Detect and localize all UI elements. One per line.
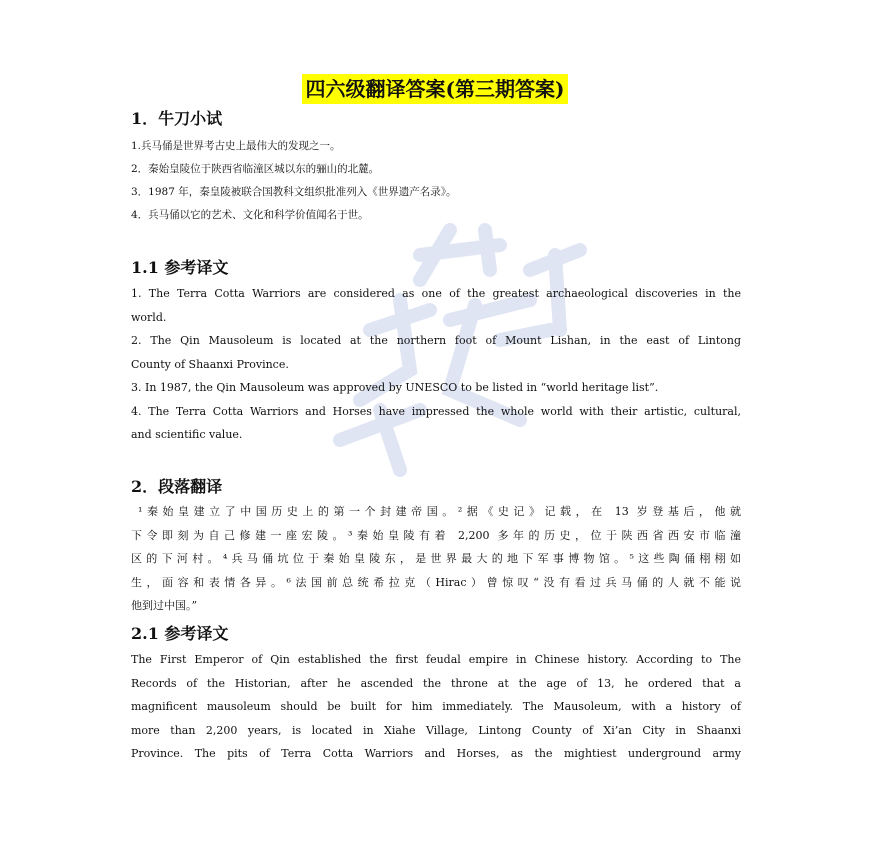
section-heading-1: 1．牛刀小试: [131, 109, 223, 128]
section-heading-2: 2．段落翻译: [131, 477, 223, 496]
text-line: 区的下河村。⁴兵马俑坑位于秦始皇陵东，是世界最大的地下军事博物馆。⁵这些陶俑栩栩如: [131, 552, 741, 565]
list-item: 1.兵马俑是世界考古史上最伟大的发现之一。: [131, 140, 341, 152]
text-line: 4. The Terra Cotta Warriors and Horses have impressed the whole world with their artistic, cultural,: [131, 404, 741, 418]
chinese-paragraph: [138, 500, 741, 524]
list-item: 3．1987 年，秦皇陵被联合国教科文组织批准列入《世界遗产名录》。: [131, 186, 457, 198]
text-line: 生，面容和表情各异。⁶法国前总统希拉克（Hirac）曾惊叹“没有看过兵马俑的人就不能说: [131, 575, 741, 589]
text-line: Province. The pits of Terra Cotta Warriors and Horses, as the mightiest underground army: [131, 747, 741, 760]
text-line: 他到过中国。”: [131, 599, 198, 612]
text-line: 1. The Terra Cotta Warriors are considered as one of the greatest archaeological discoveries in the: [131, 287, 741, 300]
text-line: County of Shaanxi Province.: [131, 357, 289, 371]
list-item: 2．秦始皇陵位于陕西省临潼区城以东的骊山的北麓。: [131, 163, 380, 175]
text-line: The First Emperor of Qin established the first feudal empire in Chinese history. According to The: [131, 653, 741, 666]
translation-paragraph-2-1: [131, 648, 741, 766]
text-line: Records of the Historian, after he ascended the throne at the age of 13, he ordered that a: [131, 676, 741, 690]
list-item: 4．兵马俑以它的艺术、文化和科学价值闻名于世。: [131, 209, 369, 221]
text-line: 下令即刻为自己修建一座宏陵。³秦始皇陵有着 2,200 多年的历史，位于陕西省西安市临潼: [131, 528, 741, 542]
text-line: and scientific value.: [131, 428, 243, 441]
translation-paragraph-1-1: [131, 282, 741, 447]
text-line: 3. In 1987, the Qin Mausoleum was approved by UNESCO to be listed in “world heritage list”.: [131, 381, 659, 394]
text-line: world.: [131, 310, 167, 324]
document-title: 四六级翻译答案(第三期答案): [302, 74, 569, 104]
text-line: more than 2,200 years, is located in Xiahe Village, Lintong County of Xi’an City in Shaanxi: [131, 723, 741, 737]
section-heading-1-1: 1.1 参考译文: [131, 258, 229, 277]
text-line: magnificent mausoleum should be built for him immediately. The Mausoleum, with a history of: [131, 700, 741, 713]
text-line: ¹秦始皇建立了中国历史上的第一个封建帝国。²据《史记》记载，在 13 岁登基后，他就: [138, 505, 741, 518]
chinese-paragraph-cont: [131, 524, 741, 618]
text-line: 2. The Qin Mausoleum is located at the northern foot of Mount Lishan, in the east of Lintong: [131, 334, 741, 347]
section-heading-2-1: 2.1 参考译文: [131, 624, 229, 643]
